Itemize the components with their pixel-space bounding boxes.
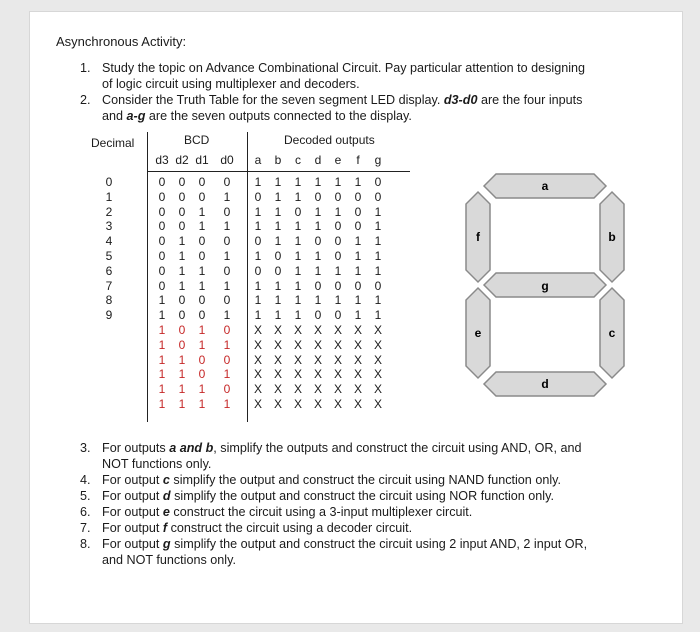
- output-value: X: [373, 397, 382, 411]
- input-value: 0: [178, 189, 186, 204]
- text-segment: Consider the Truth Table for the seven segment LED display.: [102, 93, 444, 107]
- output-value: X: [253, 397, 262, 411]
- input-value: 1: [198, 382, 206, 397]
- text-emphasis: a and b: [169, 441, 214, 455]
- output-value: 0: [294, 204, 302, 219]
- input-value: 0: [158, 278, 166, 293]
- input-value: 1: [178, 249, 186, 263]
- text-segment: are the seven outputs connected to the display.: [145, 109, 412, 123]
- output-value: 1: [354, 249, 362, 263]
- output-value: 1: [274, 308, 282, 323]
- output-value: X: [313, 382, 322, 397]
- output-value: X: [353, 352, 362, 367]
- text-segment: simplify the output and construct the circuit using 2 input AND, 2 input OR,: [170, 537, 588, 551]
- output-value: X: [273, 323, 282, 337]
- input-header: d1: [195, 153, 209, 167]
- input-value: 0: [198, 175, 206, 189]
- output-value: X: [313, 397, 322, 411]
- input-value: 0: [158, 189, 166, 204]
- decimal-value: 3: [105, 219, 113, 234]
- output-value: 1: [354, 293, 362, 308]
- output-value: 0: [374, 189, 382, 204]
- text-emphasis: g: [162, 537, 171, 551]
- input-value: 1: [223, 337, 231, 352]
- output-value: 1: [274, 278, 282, 293]
- header-decoded-outputs: Decoded outputs: [284, 133, 375, 147]
- output-value: X: [373, 337, 382, 352]
- item-number: 7.: [80, 521, 91, 535]
- output-value: X: [273, 382, 282, 397]
- output-header: c: [295, 153, 301, 167]
- input-value: 1: [158, 382, 166, 397]
- item-number: 8.: [80, 537, 91, 551]
- output-value: 1: [254, 249, 262, 263]
- output-header: a: [254, 153, 262, 167]
- output-value: 1: [334, 293, 342, 308]
- input-value: 1: [158, 397, 166, 411]
- text-segment: For output: [102, 537, 163, 551]
- output-value: 1: [294, 219, 302, 234]
- input-value: 1: [178, 263, 186, 278]
- item-text-line-1: [102, 473, 561, 489]
- output-value: 0: [274, 249, 282, 263]
- table-divider-vertical: [147, 132, 148, 422]
- output-value: 1: [294, 189, 302, 204]
- input-value: 0: [223, 293, 231, 308]
- output-value: 0: [374, 175, 382, 189]
- output-value: X: [313, 323, 322, 337]
- segment-c-label: c: [608, 326, 616, 340]
- output-value: 1: [294, 234, 302, 249]
- text-segment: are the four inputs: [477, 93, 583, 107]
- header-bcd: BCD: [184, 133, 210, 147]
- output-header: e: [334, 153, 342, 167]
- output-value: 1: [254, 204, 262, 219]
- output-value: 1: [294, 263, 302, 278]
- output-value: 1: [314, 293, 322, 308]
- output-value: X: [333, 337, 342, 352]
- item-number: 6.: [80, 505, 91, 519]
- output-value: X: [333, 397, 342, 411]
- output-value: 1: [374, 308, 382, 323]
- input-value: 0: [198, 189, 206, 204]
- output-value: 1: [314, 219, 322, 234]
- input-value: 1: [223, 249, 231, 263]
- input-value: 1: [178, 352, 186, 367]
- output-value: X: [313, 367, 322, 382]
- input-value: 0: [158, 234, 166, 249]
- output-value: 1: [354, 234, 362, 249]
- input-value: 1: [158, 352, 166, 367]
- input-value: 0: [178, 337, 186, 352]
- text-emphasis: d3-d0: [443, 93, 478, 107]
- input-value: 0: [198, 352, 206, 367]
- output-value: X: [293, 367, 302, 382]
- text-segment: For output: [102, 505, 163, 519]
- table-divider-vertical: [247, 132, 248, 422]
- item-text-line-1: [102, 537, 587, 553]
- output-value: X: [253, 323, 262, 337]
- input-value: 1: [223, 308, 231, 323]
- output-value: 1: [294, 293, 302, 308]
- decimal-value: 6: [105, 263, 113, 278]
- output-value: 1: [254, 293, 262, 308]
- input-value: 0: [158, 249, 166, 263]
- input-value: 0: [178, 293, 186, 308]
- output-value: X: [373, 382, 382, 397]
- input-value: 1: [178, 382, 186, 397]
- output-value: X: [333, 352, 342, 367]
- input-value: 0: [158, 263, 166, 278]
- segment-g-label: g: [541, 279, 549, 293]
- text-emphasis: a-g: [126, 109, 146, 123]
- input-value: 1: [223, 367, 231, 382]
- output-value: 0: [354, 204, 362, 219]
- input-header: d0: [220, 153, 234, 167]
- output-value: 1: [254, 175, 262, 189]
- output-header: f: [356, 153, 360, 167]
- decimal-value: 4: [105, 234, 113, 249]
- output-value: 1: [314, 204, 322, 219]
- output-value: 0: [254, 234, 262, 249]
- item-text-line-1: [102, 489, 554, 505]
- output-value: X: [373, 352, 382, 367]
- output-value: 0: [354, 219, 362, 234]
- output-value: X: [353, 337, 362, 352]
- output-value: 0: [314, 308, 322, 323]
- input-value: 0: [178, 219, 186, 234]
- output-value: X: [293, 382, 302, 397]
- input-value: 1: [158, 337, 166, 352]
- output-value: 0: [254, 263, 262, 278]
- input-value: 0: [198, 249, 206, 263]
- text-segment: For output: [102, 473, 163, 487]
- output-value: X: [273, 352, 282, 367]
- decimal-value: 9: [105, 308, 113, 323]
- output-value: X: [373, 367, 382, 382]
- input-value: 0: [178, 323, 186, 337]
- item-number: 1.: [80, 61, 91, 75]
- item-text-line-1: Study the topic on Advance Combinational Circuit. Pay particular attention to designing: [102, 61, 586, 75]
- input-value: 0: [178, 204, 186, 219]
- input-value: 0: [223, 352, 231, 367]
- segment-b-label: b: [608, 230, 616, 244]
- output-value: 1: [374, 293, 382, 308]
- decimal-value: 2: [105, 204, 113, 219]
- input-value: 1: [158, 293, 166, 308]
- output-value: X: [293, 352, 302, 367]
- text-segment: simplify the output and construct the circuit using NAND function only.: [169, 473, 561, 487]
- input-value: 1: [158, 323, 166, 337]
- input-value: 0: [158, 175, 166, 189]
- output-value: 1: [254, 278, 262, 293]
- output-value: 1: [374, 204, 382, 219]
- input-value: 0: [223, 382, 231, 397]
- input-value: 0: [223, 234, 231, 249]
- output-value: 0: [334, 219, 342, 234]
- output-value: 0: [334, 308, 342, 323]
- header-decimal: Decimal: [91, 136, 135, 150]
- output-value: X: [253, 367, 262, 382]
- decimal-value: 8: [105, 293, 113, 308]
- input-value: 0: [178, 175, 186, 189]
- input-value: 1: [178, 367, 186, 382]
- output-value: X: [333, 323, 342, 337]
- text-emphasis: f: [162, 521, 168, 535]
- output-value: 1: [274, 204, 282, 219]
- input-value: 0: [158, 219, 166, 234]
- text-segment: For outputs: [102, 441, 170, 455]
- output-value: 0: [334, 234, 342, 249]
- decimal-value: 5: [105, 249, 113, 263]
- output-value: X: [253, 337, 262, 352]
- output-value: 0: [314, 234, 322, 249]
- output-value: X: [333, 382, 342, 397]
- input-value: 0: [223, 204, 231, 219]
- output-value: X: [273, 367, 282, 382]
- item-number: 3.: [80, 441, 91, 455]
- decimal-value: 0: [105, 175, 113, 189]
- output-value: 1: [274, 293, 282, 308]
- input-value: 0: [198, 293, 206, 308]
- output-value: 1: [374, 263, 382, 278]
- text-segment: For output: [102, 489, 163, 503]
- seven-segment-display: [460, 162, 630, 402]
- item-text-line-1: [102, 505, 472, 521]
- output-value: 1: [254, 219, 262, 234]
- output-value: X: [333, 367, 342, 382]
- output-header: b: [274, 153, 282, 167]
- output-value: 0: [374, 278, 382, 293]
- item-text-line-1: [102, 441, 582, 457]
- output-value: 0: [314, 278, 322, 293]
- output-value: X: [293, 397, 302, 411]
- output-value: X: [293, 323, 302, 337]
- output-value: 1: [274, 219, 282, 234]
- input-value: 1: [178, 234, 186, 249]
- output-value: X: [273, 337, 282, 352]
- output-value: X: [293, 337, 302, 352]
- input-value: 1: [198, 204, 206, 219]
- output-value: 0: [334, 249, 342, 263]
- item-text-line-2: and NOT functions only.: [102, 553, 236, 567]
- input-value: 0: [223, 323, 231, 337]
- output-value: X: [253, 352, 262, 367]
- output-value: 1: [254, 308, 262, 323]
- table-divider-horizontal: [148, 171, 410, 172]
- segment-f-label: f: [476, 230, 480, 244]
- decimal-value: 1: [105, 189, 113, 204]
- output-value: 0: [334, 189, 342, 204]
- output-value: 0: [314, 189, 322, 204]
- item-number: 2.: [80, 93, 91, 107]
- output-value: 1: [294, 175, 302, 189]
- output-value: X: [353, 323, 362, 337]
- text-emphasis: e: [162, 505, 170, 519]
- output-value: 1: [354, 308, 362, 323]
- input-value: 1: [198, 337, 206, 352]
- output-value: 1: [374, 219, 382, 234]
- input-value: 1: [223, 397, 231, 411]
- output-value: 1: [354, 263, 362, 278]
- output-value: 1: [374, 234, 382, 249]
- text-emphasis: c: [162, 473, 170, 487]
- text-segment: construct the circuit using a 3-input multiplexer circuit.: [169, 505, 473, 519]
- input-value: 0: [198, 367, 206, 382]
- input-value: 0: [178, 308, 186, 323]
- output-value: 1: [274, 189, 282, 204]
- text-segment: construct the circuit using a decoder circuit.: [167, 521, 413, 535]
- output-value: 1: [334, 204, 342, 219]
- text-segment: simplify the output and construct the circuit using NOR function only.: [170, 489, 554, 503]
- output-value: 1: [274, 175, 282, 189]
- output-value: X: [373, 323, 382, 337]
- input-value: 1: [198, 397, 206, 411]
- output-header: g: [374, 153, 382, 167]
- text-segment: For output: [102, 521, 163, 535]
- output-value: X: [273, 397, 282, 411]
- input-value: 1: [223, 189, 231, 204]
- item-text-line-1: [102, 521, 412, 537]
- input-value: 1: [198, 323, 206, 337]
- input-value: 0: [223, 263, 231, 278]
- output-value: 0: [274, 263, 282, 278]
- output-value: 1: [294, 308, 302, 323]
- input-header: d3: [155, 153, 169, 167]
- item-text-line-2: NOT functions only.: [102, 457, 212, 471]
- input-header: d2: [175, 153, 189, 167]
- output-value: X: [253, 382, 262, 397]
- output-value: 1: [274, 234, 282, 249]
- output-value: 1: [294, 249, 302, 263]
- segment-a-label: a: [541, 179, 549, 193]
- input-value: 1: [223, 278, 231, 293]
- item-number: 4.: [80, 473, 91, 487]
- item-text-line-2: of logic circuit using multiplexer and decoders.: [102, 77, 360, 91]
- input-value: 1: [158, 308, 166, 323]
- output-value: 1: [314, 263, 322, 278]
- input-value: 0: [223, 175, 231, 189]
- output-value: X: [313, 352, 322, 367]
- output-value: 0: [254, 189, 262, 204]
- text-segment: and: [102, 109, 127, 123]
- output-value: 1: [334, 175, 342, 189]
- input-value: 1: [198, 263, 206, 278]
- output-value: 0: [354, 189, 362, 204]
- output-value: 1: [354, 175, 362, 189]
- output-value: 1: [374, 249, 382, 263]
- input-value: 0: [158, 204, 166, 219]
- text-segment: , simplify the outputs and construct the circuit using AND, OR, and: [213, 441, 582, 455]
- output-header: d: [314, 153, 322, 167]
- output-value: 1: [314, 249, 322, 263]
- output-value: 1: [294, 278, 302, 293]
- output-value: 0: [334, 278, 342, 293]
- input-value: 1: [158, 367, 166, 382]
- output-value: 1: [334, 263, 342, 278]
- page-heading: Asynchronous Activity:: [56, 34, 187, 49]
- text-emphasis: d: [162, 489, 171, 503]
- output-value: X: [353, 397, 362, 411]
- input-value: 1: [198, 219, 206, 234]
- document-page: [29, 11, 683, 624]
- input-value: 0: [198, 308, 206, 323]
- output-value: X: [313, 337, 322, 352]
- decimal-value: 7: [105, 278, 113, 293]
- input-value: 1: [178, 397, 186, 411]
- output-value: X: [353, 367, 362, 382]
- item-number: 5.: [80, 489, 91, 503]
- segment-d-label: d: [541, 377, 549, 391]
- output-value: 1: [314, 175, 322, 189]
- output-value: X: [353, 382, 362, 397]
- output-value: 0: [354, 278, 362, 293]
- input-value: 1: [178, 278, 186, 293]
- input-value: 0: [198, 234, 206, 249]
- segment-e-label: e: [474, 326, 482, 340]
- input-value: 1: [223, 219, 231, 234]
- input-value: 1: [198, 278, 206, 293]
